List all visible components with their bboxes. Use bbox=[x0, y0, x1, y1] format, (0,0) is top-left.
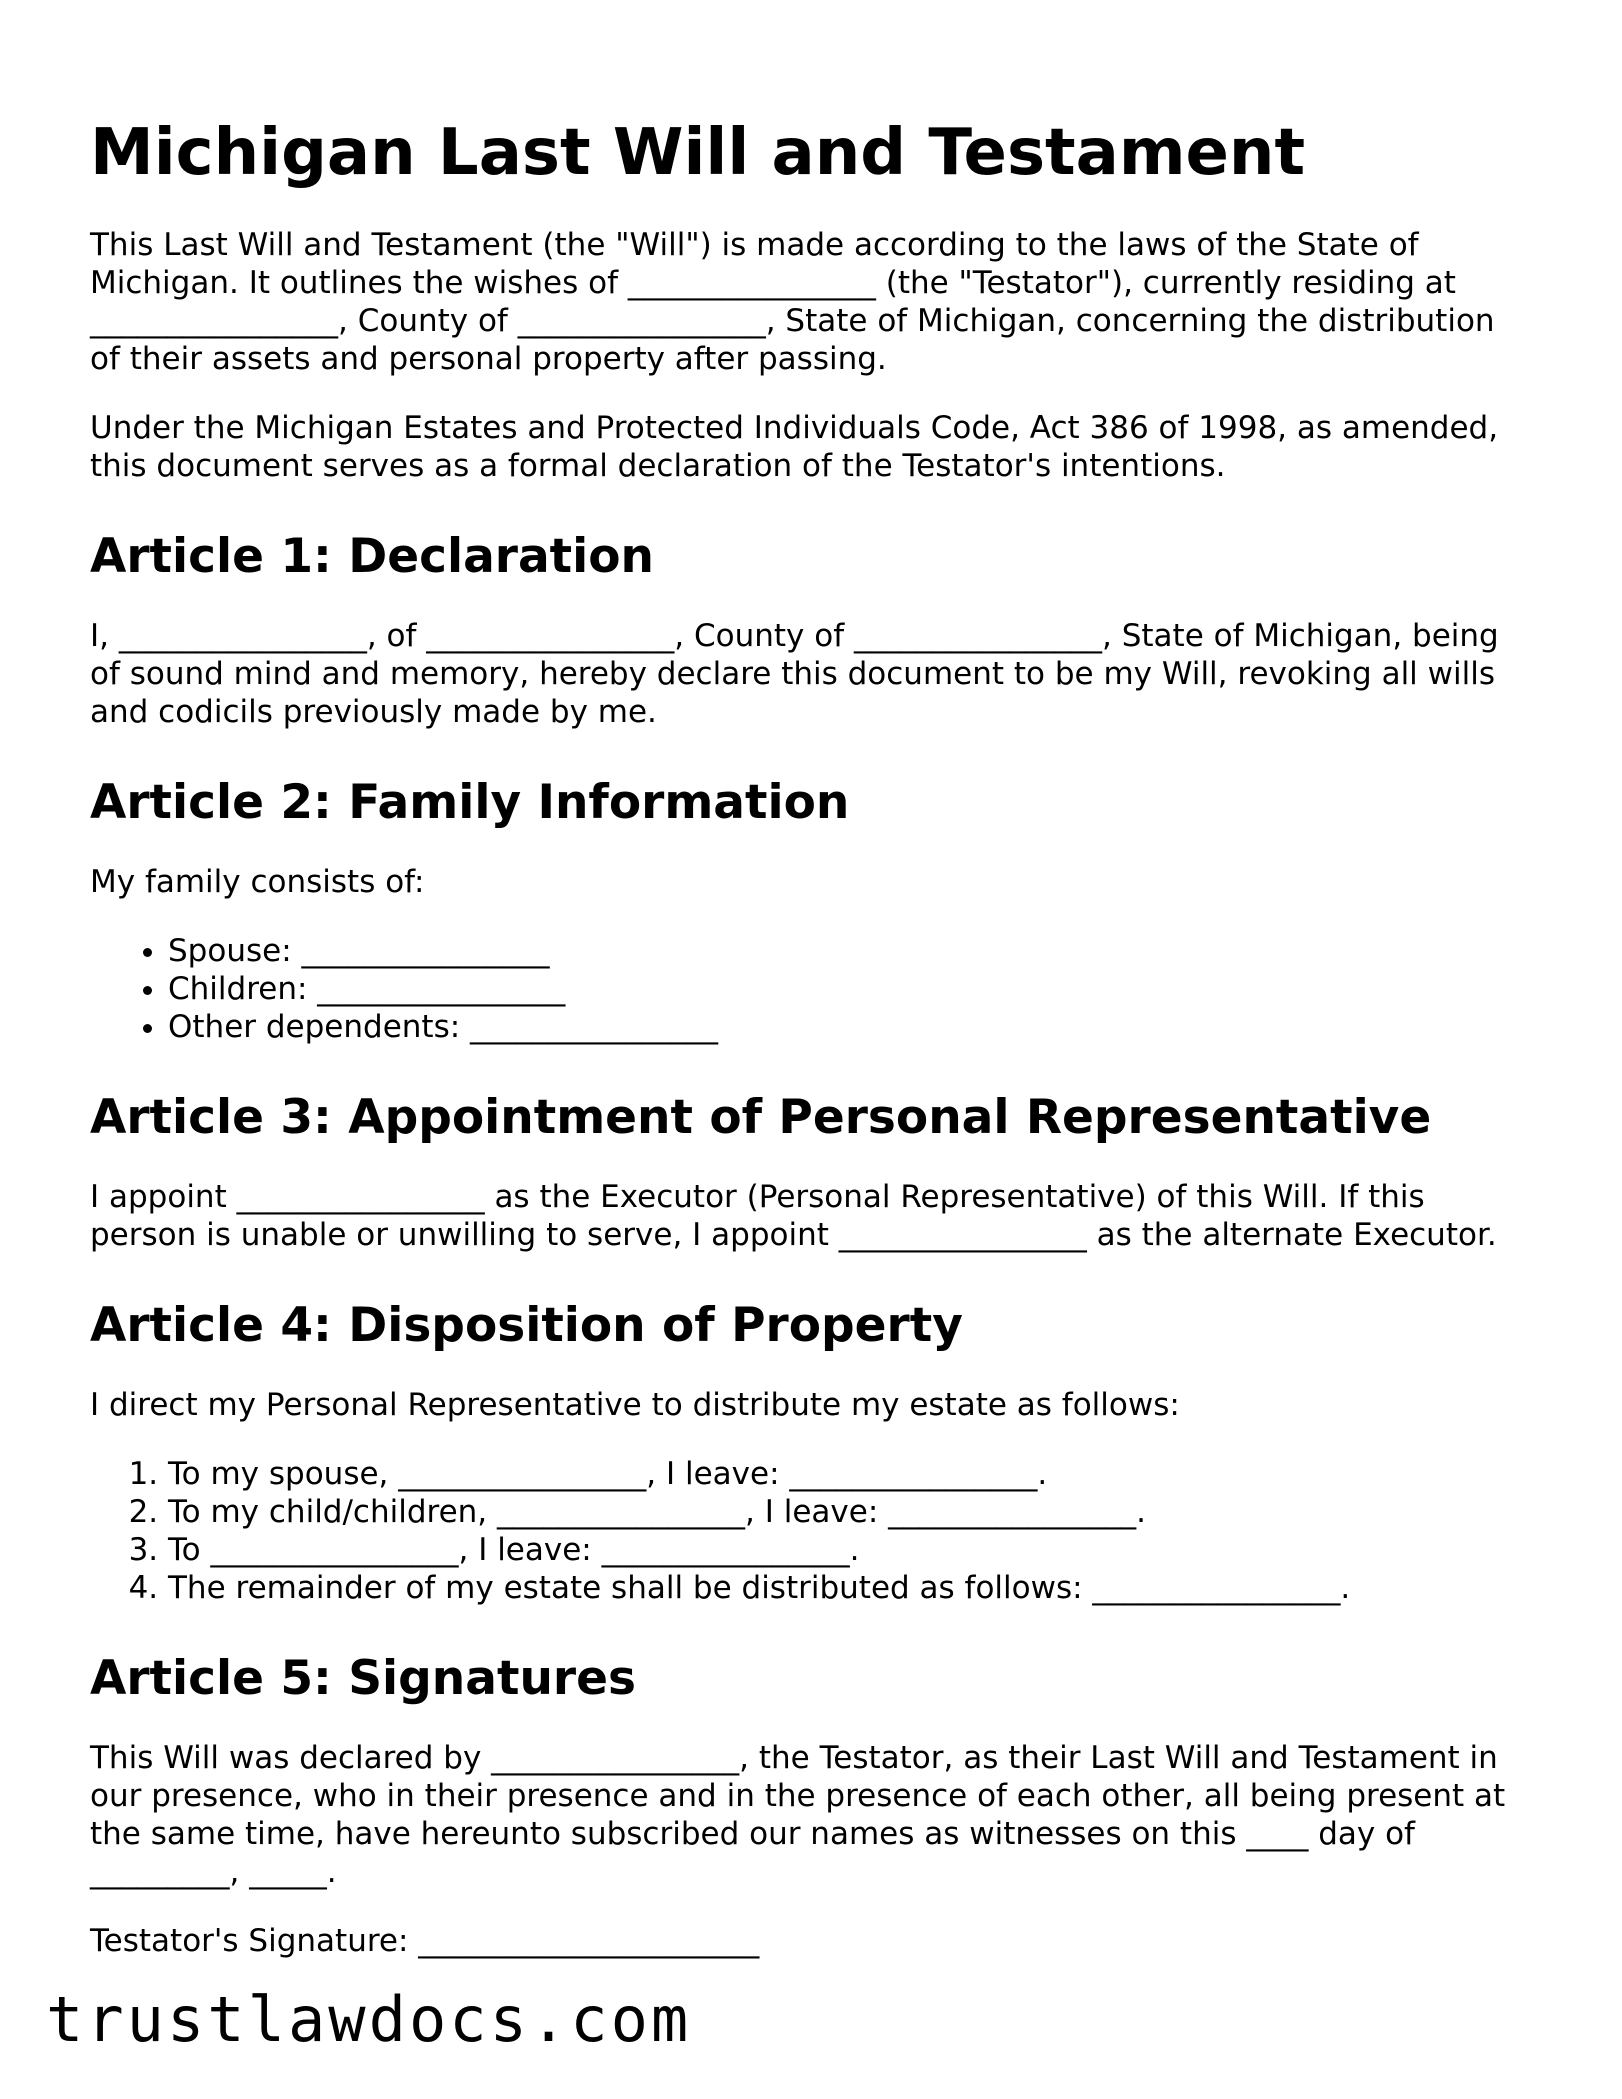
testator-signature-line: Testator's Signature: ______________________ bbox=[90, 1923, 760, 1959]
article-4-text: I direct my Personal Representative to distribute my estate as follows: bbox=[90, 1387, 1180, 1423]
article-5-heading: Article 5: Signatures bbox=[90, 1651, 636, 1706]
article-2-text: My family consists of: bbox=[90, 864, 425, 900]
article-3-heading: Article 3: Appointment of Personal Representative bbox=[90, 1090, 1432, 1145]
article-3-text: I appoint ________________ as the Executor (Personal Representative) of this Will. If this person is unable or unwilling to serve, I appoint ________________ as the alternate Executor. bbox=[90, 1179, 1497, 1253]
intro-paragraph-1: This Last Will and Testament (the "Will") is made according to the laws of the State of Michigan. It outlines the wishes of ________________ (the "Testator"), currently residing at ________________, County of ________________, State of Michigan, concerning the distribution of their assets and personal property after passing. bbox=[90, 227, 1495, 377]
disposition-item-spouse: 1. To my spouse, ________________, I leave: ________________. bbox=[168, 1455, 1530, 1493]
disposition-item-other: 3. To ________________, I leave: ________________. bbox=[168, 1531, 1530, 1569]
family-item-children: • Children: ________________ bbox=[168, 970, 1530, 1008]
article-5-text: This Will was declared by ________________, the Testator, as their Last Will and Testament in our presence, who in their presence and in the presence of each other, all being present at the same time, have hereunto subscribed our names as witnesses on this ____ day of _________, _____. bbox=[90, 1740, 1506, 1890]
disposition-list bbox=[90, 1455, 1530, 1607]
article-1-heading: Article 1: Declaration bbox=[90, 529, 654, 584]
article-1-text: I, ________________, of ________________, County of ________________, State of Michigan, being of sound mind and memory, hereby declare this document to be my Will, revoking all wills and codicils previously made by me. bbox=[90, 618, 1499, 730]
watermark: trustlawdocs.com bbox=[46, 1983, 692, 2056]
family-item-spouse: • Spouse: ________________ bbox=[168, 932, 1530, 970]
document-title: Michigan Last Will and Testament bbox=[90, 116, 1306, 190]
disposition-item-remainder: 4. The remainder of my estate shall be distributed as follows: ________________. bbox=[168, 1569, 1530, 1607]
article-2-heading: Article 2: Family Information bbox=[90, 775, 850, 830]
disposition-item-children: 2. To my child/children, ________________, I leave: ________________. bbox=[168, 1493, 1530, 1531]
document-page bbox=[90, 108, 1530, 1960]
intro-paragraph-2: Under the Michigan Estates and Protected Individuals Code, Act 386 of 1998, as amended, this document serves as a formal declaration of the Testator's intentions. bbox=[90, 410, 1499, 484]
family-list bbox=[90, 932, 1530, 1046]
family-item-dependents: • Other dependents: ________________ bbox=[168, 1008, 1530, 1046]
article-4-heading: Article 4: Disposition of Property bbox=[90, 1298, 963, 1353]
